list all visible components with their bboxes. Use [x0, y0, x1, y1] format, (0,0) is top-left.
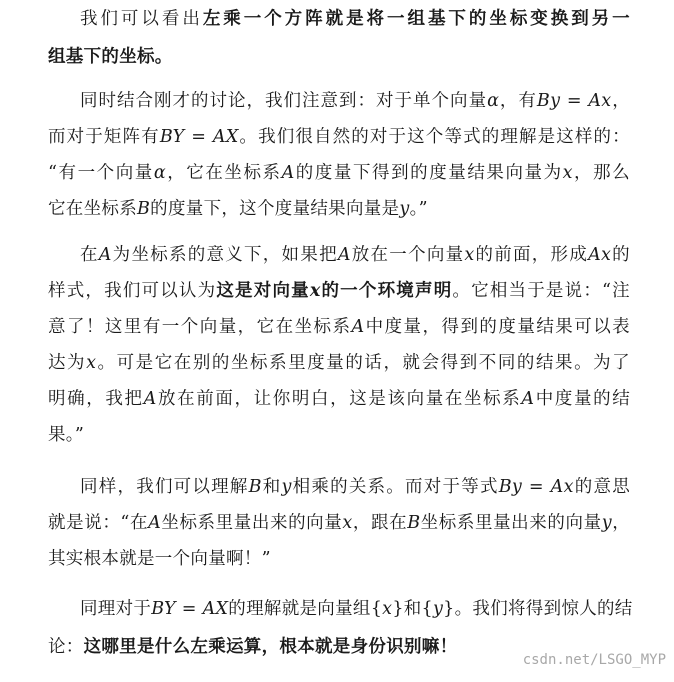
math-symbol: x [86, 353, 97, 373]
math-symbol: x [562, 163, 573, 183]
text-run: ，那么 [572, 163, 630, 183]
paragraph-4-line-3 [48, 546, 630, 572]
math-symbol: A [337, 245, 351, 265]
math-symbol: x [382, 599, 393, 619]
text-run: 的度量下，这个度量结果向量是 [150, 199, 400, 219]
math-symbol: B [407, 513, 421, 533]
text-run: 的理解就是向量组{ [228, 599, 383, 619]
bold-text: 组基下的坐标。 [48, 47, 173, 67]
paragraph-1-line-2 [48, 44, 630, 70]
math-symbol: y [601, 513, 612, 533]
text-run: 达为 [48, 353, 87, 373]
paragraph-3-line-1 [80, 242, 630, 268]
text-run: ，有 [499, 91, 537, 111]
paragraph-3-line-3 [48, 314, 630, 340]
text-run: 的意思 [573, 477, 630, 497]
text-run: 坐标系里量出来的向量 [420, 513, 602, 533]
paragraph-2-line-3 [48, 160, 630, 186]
text-run: 果。” [48, 425, 85, 445]
text-run: 的前面，形成 [474, 245, 589, 265]
text-run: 而对于矩阵有 [48, 127, 160, 147]
text-run: 放在一个向量 [350, 245, 465, 265]
text-run: 中度量的结 [534, 389, 631, 409]
text-run: 。” [409, 199, 428, 219]
math-symbol: By = Ax [498, 477, 574, 497]
text-run: 。可是它在别的坐标系里度量的话，就会得到不同的结果。为了 [96, 353, 630, 373]
text-run: 的 [611, 245, 630, 265]
math-symbol: Ax [588, 245, 612, 265]
math-symbol: A [98, 245, 112, 265]
paragraph-2-line-2 [48, 124, 630, 150]
text-run: 意了！这里有一个向量，它在坐标系 [48, 317, 352, 337]
text-run: 它在坐标系 [48, 199, 137, 219]
math-symbol: y [432, 599, 444, 619]
text-run: “有一个向量 [48, 163, 154, 183]
math-symbol: By = Ax [536, 91, 612, 111]
math-symbol: A [351, 317, 365, 337]
text-run: 的度量下得到的度量结果向量为 [294, 163, 563, 183]
paragraph-4-line-1 [80, 474, 630, 500]
text-run: ，它在坐标系 [165, 163, 282, 183]
math-symbol: A [281, 163, 295, 183]
math-symbol: B [137, 199, 151, 219]
math-symbol: α [153, 163, 166, 183]
math-symbol: α [487, 91, 500, 111]
text-run: 为坐标系的意义下，如果把 [111, 245, 338, 265]
text-run: ， [611, 91, 630, 111]
text-run: 。我们很自然的对于这个等式的理解是这样的： [238, 127, 630, 147]
math-symbol: BY = AX [151, 599, 229, 619]
text-run: 放在前面，让你明白，这是该向量在坐标系 [156, 389, 522, 409]
watermark: csdn.net/LSGO_MYP [522, 652, 666, 668]
bold-text: 左乘一个方阵就是将一组基下的坐标变换到另一 [202, 9, 630, 29]
paragraph-3-line-6 [48, 422, 630, 448]
text-run: }和{ [392, 599, 433, 619]
paragraph-1-line-1 [80, 6, 630, 32]
paragraph-3-line-4 [48, 350, 630, 376]
paragraph-4-line-2 [48, 510, 630, 536]
math-symbol: x [309, 281, 321, 301]
text-run: 中度量，得到的度量结果可以表 [364, 317, 630, 337]
math-symbol: y [399, 199, 410, 219]
bold-text: 这是对向量 [216, 281, 310, 301]
text-run: 在 [80, 245, 99, 265]
math-symbol: A [521, 389, 535, 409]
math-symbol: x [464, 245, 475, 265]
bold-text: 的一个环境声明 [320, 281, 453, 301]
text-run: ，跟在 [352, 513, 408, 533]
text-run: 坐标系里量出来的向量 [161, 513, 343, 533]
paragraph-5-line-1 [80, 596, 633, 622]
text-run: 明确，我把 [48, 389, 144, 409]
text-run: ， [611, 513, 631, 533]
text-run: }。我们将得到惊人的结 [443, 599, 633, 619]
math-symbol: BY = AX [159, 127, 239, 147]
text-run: 样式，我们可以认为 [48, 281, 217, 301]
text-run: 同理对于 [80, 599, 152, 619]
math-symbol: x [342, 513, 353, 533]
text-run: 。它相当于是说：“注 [452, 281, 630, 301]
paragraph-3-line-2 [48, 278, 630, 304]
paragraph-2-line-4 [48, 196, 630, 222]
text-run: 同样，我们可以理解 [80, 477, 249, 497]
math-symbol: A [143, 389, 157, 409]
text-run: 论： [48, 637, 84, 657]
text-run: 其实根本就是一个向量啊！” [48, 549, 271, 569]
bold-text: 这哪里是什么左乘运算，根本就是身份识别嘛！ [83, 637, 458, 657]
paragraph-2-line-1 [80, 88, 630, 114]
text-run: 同时结合刚才的讨论，我们注意到：对于单个向量 [80, 91, 488, 111]
math-symbol: y [281, 477, 292, 497]
text-run: 相乘的关系。而对于等式 [291, 477, 499, 497]
math-symbol: A [148, 513, 162, 533]
text-run: 和 [261, 477, 282, 497]
text-run: 我们可以看出 [80, 9, 203, 29]
math-symbol: B [248, 477, 262, 497]
paragraph-3-line-5 [48, 386, 630, 412]
text-run: 就是说：“在 [48, 513, 149, 533]
